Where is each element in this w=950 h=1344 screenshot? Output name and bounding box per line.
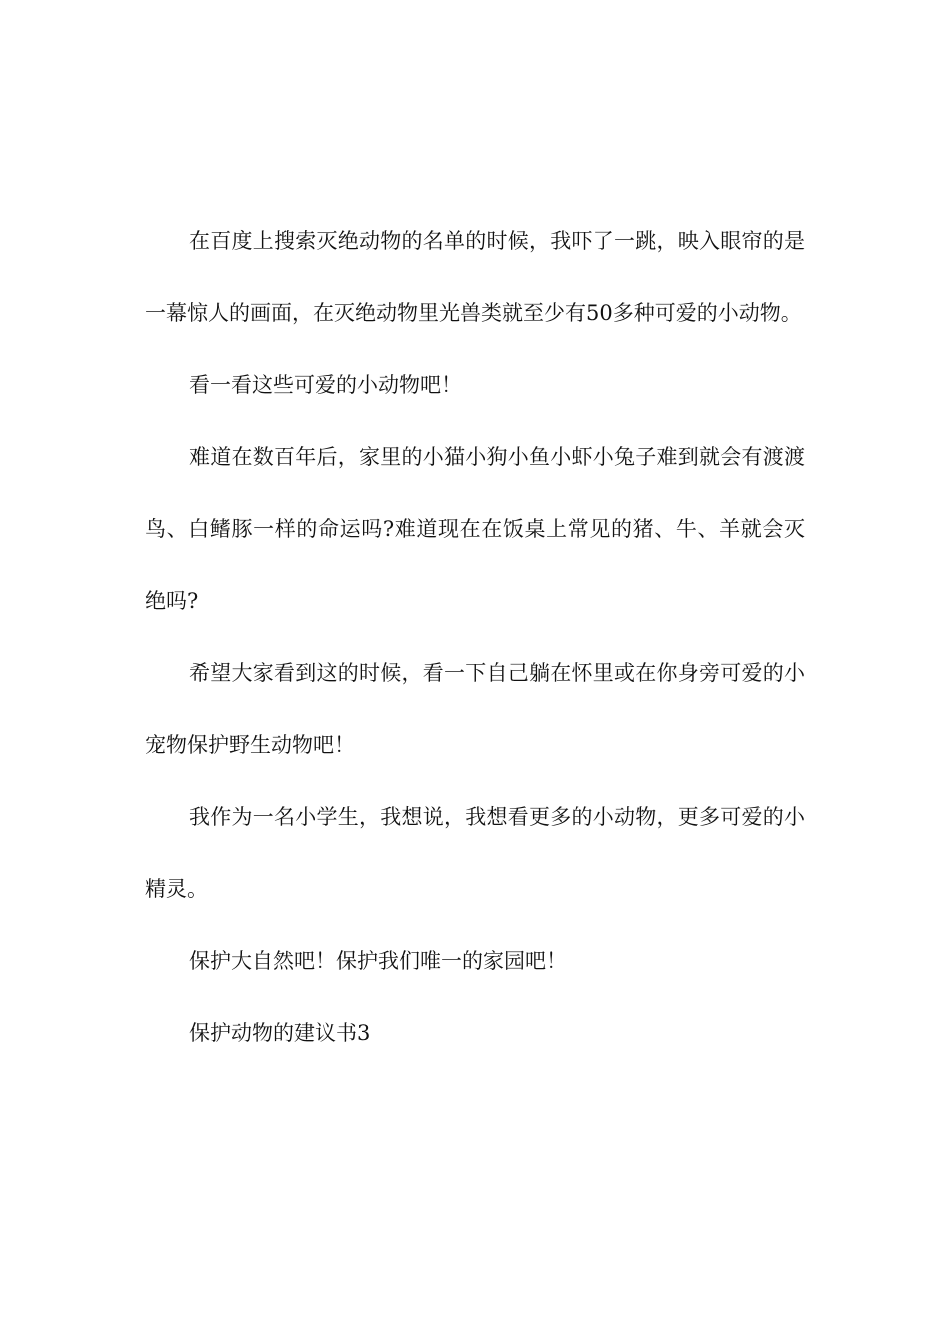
section-heading: 保护动物的建议书3 <box>189 1021 371 1045</box>
paragraph-hope-everyone: 希望大家看到这的时候，看一下自己躺在怀里或在你身旁可爱的小宠物保护野生动物吧！ <box>145 661 805 757</box>
paragraph-extinct-animals-list: 在百度上搜索灭绝动物的名单的时候，我吓了一跳，映入眼帘的是一幕惊人的画面，在灭绝动物里光兽类就至少有50多种可爱的小动物。 <box>145 229 805 325</box>
document-body <box>145 205 805 1069</box>
paragraph-look-at-animals: 看一看这些可爱的小动物吧！ <box>189 373 462 397</box>
paragraph-future-fate: 难道在数百年后，家里的小猫小狗小鱼小虾小兔子难到就会有渡渡鸟、白鳍豚一样的命运吗?难道现在在饭桌上常见的猪、牛、羊就会灭绝吗? <box>145 445 805 613</box>
paragraph-student-wish: 我作为一名小学生，我想说，我想看更多的小动物，更多可爱的小精灵。 <box>145 805 805 901</box>
paragraph-protect-nature: 保护大自然吧！保护我们唯一的家园吧！ <box>189 949 567 973</box>
